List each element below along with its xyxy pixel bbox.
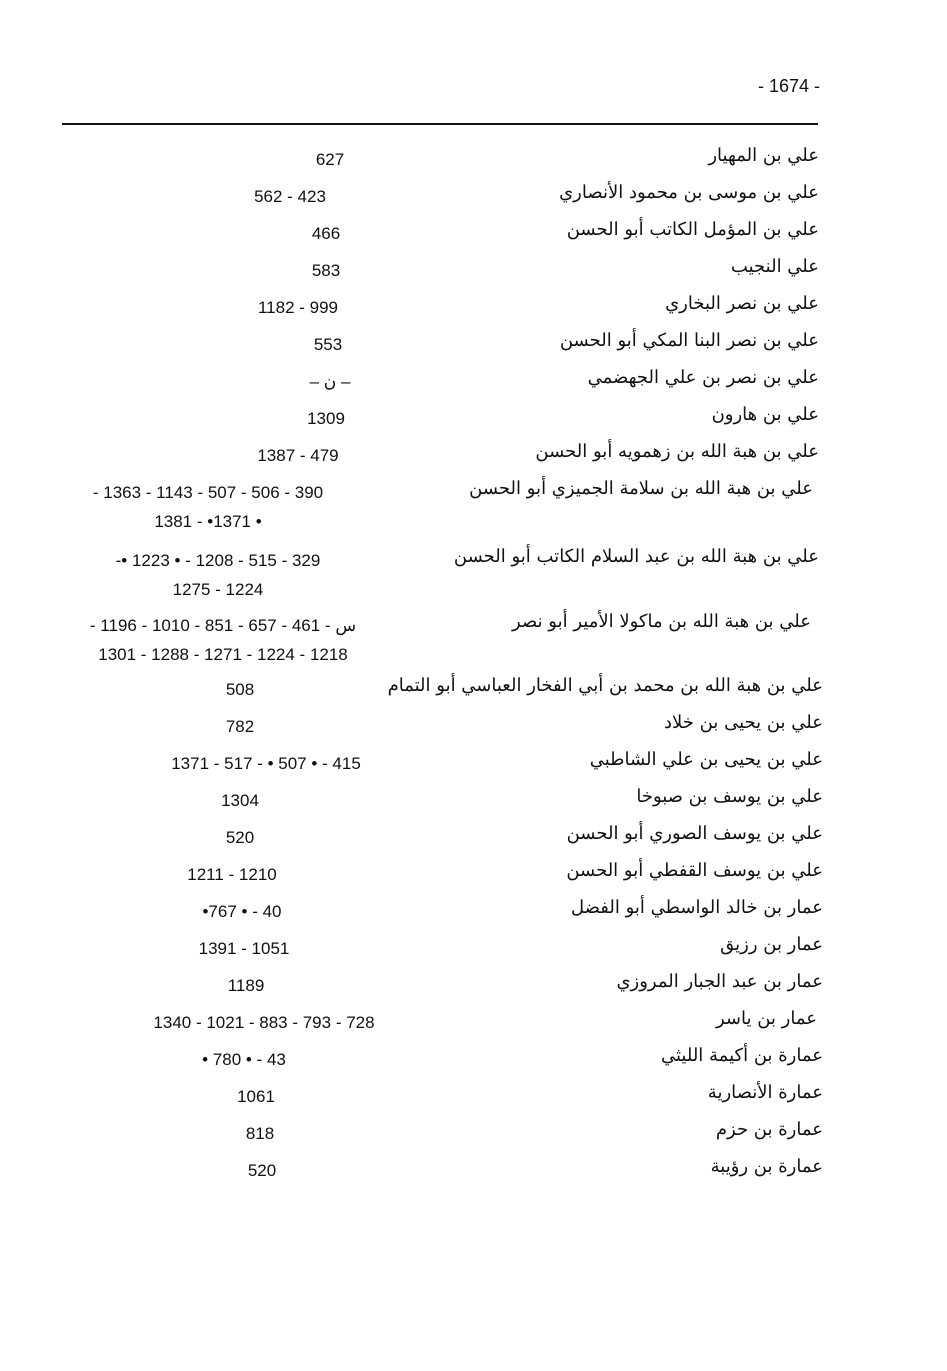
entry-references bbox=[102, 860, 362, 889]
reference-line: 1304 bbox=[221, 791, 259, 810]
header-rule bbox=[62, 123, 818, 125]
reference-line: 1211 - 1210 bbox=[187, 865, 277, 884]
entry-references bbox=[168, 293, 428, 322]
entry-references bbox=[110, 675, 370, 704]
entry-references bbox=[136, 749, 396, 778]
reference-line: 1391 - 1051 bbox=[198, 939, 290, 958]
reference-line: •767 • - 40 bbox=[202, 902, 282, 921]
reference-line: - 1363 - 1143 - 507 - 506 - 390 bbox=[92, 483, 324, 502]
entry-references bbox=[168, 441, 428, 470]
entry-name: عمار بن رزيق bbox=[720, 934, 823, 955]
reference-line: 1301 - 1288 - 1271 - 1224 - 1218 bbox=[98, 645, 348, 664]
reference-line: 1309 bbox=[307, 409, 345, 428]
reference-line: 466 bbox=[311, 224, 341, 243]
reference-line: 520 bbox=[247, 1161, 277, 1180]
entry-references bbox=[58, 546, 378, 604]
entry-name: عمار بن ياسر bbox=[716, 1008, 817, 1029]
entry-name: عمارة بن رؤيبة bbox=[710, 1156, 823, 1177]
entry-name: علي بن هارون bbox=[711, 404, 819, 425]
reference-line: 818 bbox=[245, 1124, 275, 1143]
page-number: - 1674 - bbox=[757, 76, 820, 96]
reference-line: 1387 - 479 bbox=[257, 446, 339, 465]
reference-line: – ن – bbox=[309, 372, 351, 391]
reference-line: 1371 - 517 - • 507 • - 415 bbox=[171, 754, 361, 773]
reference-line: -• 1223 • - 1208 - 515 - 329 bbox=[115, 551, 321, 570]
reference-line: 1061 bbox=[237, 1087, 275, 1106]
entry-name: علي بن يوسف بن صبوخا bbox=[636, 786, 823, 807]
entry-references bbox=[110, 823, 370, 852]
entry-references bbox=[196, 404, 456, 433]
entry-references bbox=[114, 1045, 374, 1074]
reference-line: 583 bbox=[311, 261, 341, 280]
entry-name: عمارة بن حزم bbox=[715, 1119, 823, 1140]
entry-name: علي بن نصر البخاري bbox=[665, 293, 819, 314]
entry-name: عمار بن عبد الجبار المروزي bbox=[616, 971, 823, 992]
entry-references bbox=[132, 1156, 392, 1185]
entry-name: عمار بن خالد الواسطي أبو الفضل bbox=[571, 897, 823, 918]
reference-line: 627 bbox=[315, 150, 345, 169]
entry-name: علي بن هبة الله بن عبد السلام الكاتب أبو الحسن bbox=[453, 546, 819, 567]
entry-name: علي بن هبة الله بن محمد بن أبي الفخار العباسي أبو التمام bbox=[387, 675, 823, 696]
entry-name: علي بن يوسف الصوري أبو الحسن bbox=[566, 823, 823, 844]
entry-name: علي بن المؤمل الكاتب أبو الحسن bbox=[566, 219, 819, 240]
entry-name: علي بن المهيار bbox=[708, 145, 819, 166]
entry-name: عمارة الأنصارية bbox=[707, 1082, 823, 1103]
entry-references bbox=[200, 367, 460, 396]
reference-line: 562 - 423 bbox=[254, 187, 326, 206]
entry-references bbox=[130, 1119, 390, 1148]
reference-line: 553 bbox=[313, 335, 343, 354]
entry-references bbox=[198, 330, 458, 359]
entry-references bbox=[196, 256, 456, 285]
reference-line: 508 bbox=[225, 680, 255, 699]
reference-line: 1189 bbox=[227, 976, 265, 995]
reference-line: 520 bbox=[225, 828, 255, 847]
entry-name: علي النجيب bbox=[730, 256, 819, 277]
entry-name: علي بن هبة الله بن ماكولا الأمير أبو نصر bbox=[512, 611, 811, 632]
reference-line: • 780 • - 43 bbox=[202, 1050, 286, 1069]
reference-line: 1182 - 999 bbox=[257, 298, 339, 317]
reference-line: 1275 - 1224 bbox=[172, 580, 264, 599]
entry-references bbox=[200, 145, 460, 174]
entry-references bbox=[110, 786, 370, 815]
entry-name: علي بن هبة الله بن زهمويه أبو الحسن bbox=[535, 441, 819, 462]
entry-name: علي بن نصر بن علي الجهضمي bbox=[587, 367, 819, 388]
entry-references bbox=[58, 478, 358, 536]
reference-line: - 1196 - 1010 - 851 - 657 - 461 - س bbox=[89, 616, 357, 635]
entry-references bbox=[116, 971, 376, 1000]
entry-name: علي بن هبة الله بن سلامة الجميزي أبو الحسن bbox=[469, 478, 813, 499]
entry-references bbox=[126, 1082, 386, 1111]
entry-references bbox=[134, 1008, 394, 1037]
entry-name: عمارة بن أكيمة الليثي bbox=[661, 1045, 823, 1066]
reference-line: 782 bbox=[225, 717, 255, 736]
entry-references bbox=[62, 611, 384, 669]
entry-name: علي بن نصر البنا المكي أبو الحسن bbox=[559, 330, 819, 351]
reference-line: 1381 - •1371 • bbox=[154, 512, 262, 531]
entry-references bbox=[110, 712, 370, 741]
entry-references bbox=[112, 897, 372, 926]
entry-references bbox=[160, 182, 420, 211]
reference-line: 1340 - 1021 - 883 - 793 - 728 bbox=[153, 1013, 375, 1032]
entry-name: علي بن موسى بن محمود الأنصاري bbox=[559, 182, 819, 203]
entry-references bbox=[114, 934, 374, 963]
entry-name: علي بن يوسف القفطي أبو الحسن bbox=[566, 860, 823, 881]
entry-name: علي بن يحيى بن علي الشاطبي bbox=[589, 749, 823, 770]
entry-references bbox=[196, 219, 456, 248]
entry-name: علي بن يحيى بن خلاد bbox=[664, 712, 823, 733]
